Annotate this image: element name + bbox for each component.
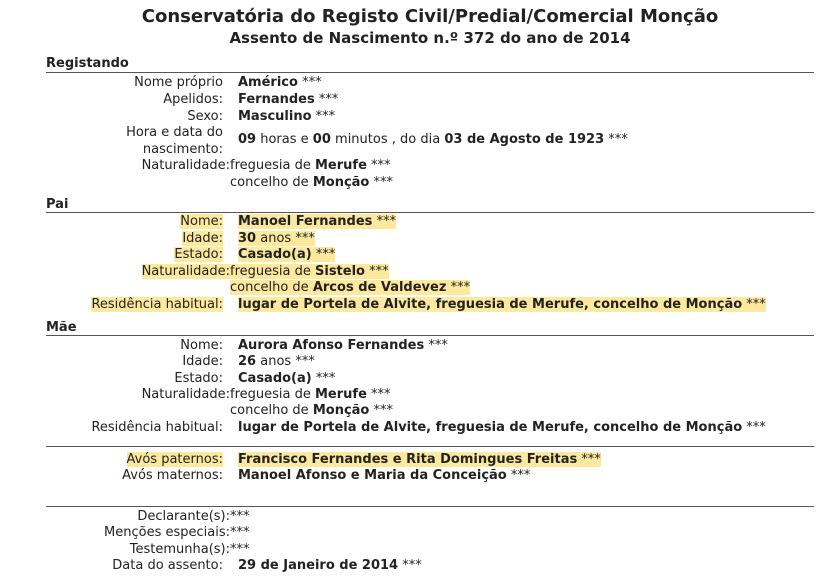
value-pai-concelho: concelho de Arcos de Valdevez *** — [230, 280, 471, 295]
value-nome-proprio: Américo *** — [238, 75, 322, 90]
label-mae-estado: Estado: — [174, 371, 223, 386]
value-mae-residencia: lugar de Portela de Alvite, freguesia de Merufe, concelho de Monção *** — [238, 420, 766, 435]
value-mae-concelho: concelho de Monção *** — [230, 403, 394, 418]
record-year: 2014 — [588, 29, 631, 47]
value-mae-idade: 26 anos *** — [238, 354, 315, 369]
label-pai-estado: Estado: — [174, 247, 223, 262]
label-pai-idade: Idade: — [182, 231, 223, 246]
value-declarante: *** — [230, 509, 250, 524]
value-mencoes: *** — [230, 525, 250, 540]
value-apelidos: Fernandes *** — [238, 92, 339, 107]
label-declarante: Declarante(s): — [137, 509, 230, 524]
section-mae-title: Mãe — [46, 320, 77, 335]
label-naturalidade: Naturalidade: — [141, 158, 230, 173]
value-hora-data: 09 horas e 00 minutos , do dia 03 de Agosto de 1923 *** — [238, 132, 628, 147]
value-mae-estado: Casado(a) *** — [238, 371, 336, 386]
subtitle-prefix: Assento de Nascimento n.º — [229, 29, 459, 47]
value-data-assento: 29 de Janeiro de 2014 *** — [238, 558, 422, 573]
section-divider — [46, 446, 814, 447]
label-mae-naturalidade: Naturalidade: — [141, 387, 230, 402]
section-divider — [46, 72, 814, 73]
label-mae-idade: Idade: — [182, 354, 223, 369]
section-registando-title: Registando — [46, 56, 129, 71]
label-pai-naturalidade: Naturalidade: — [141, 264, 230, 279]
section-divider — [46, 335, 814, 336]
value-pai-nome: Manoel Fernandes *** — [238, 214, 397, 229]
section-divider — [46, 506, 814, 507]
value-freguesia: freguesia de Merufe *** — [230, 158, 391, 173]
label-pai-nome: Nome: — [180, 214, 223, 229]
value-testemunha: *** — [230, 542, 250, 557]
label-avos-paternos: Avós paternos: — [126, 452, 223, 467]
record-number: 372 — [463, 29, 495, 47]
label-data-assento: Data do assento: — [112, 558, 223, 573]
value-pai-estado: Casado(a) *** — [238, 247, 336, 262]
value-sexo: Masculino *** — [238, 109, 336, 124]
section-pai-title: Pai — [46, 197, 69, 212]
label-hora-data-2: nascimento: — [142, 142, 223, 157]
value-concelho: concelho de Monção *** — [230, 175, 394, 190]
label-mae-residencia: Residência habitual: — [91, 420, 223, 435]
label-sexo: Sexo: — [187, 109, 223, 124]
document-title: Conservatória do Registo Civil/Predial/Comercial Monção — [141, 6, 719, 27]
value-pai-residencia: lugar de Portela de Alvite, freguesia de Merufe, concelho de Monção *** — [238, 297, 766, 312]
value-avos-maternos: Manoel Afonso e Maria da Conceição *** — [238, 468, 531, 483]
section-divider — [46, 212, 814, 213]
label-mae-nome: Nome: — [180, 338, 223, 353]
label-avos-maternos: Avós maternos: — [122, 468, 223, 483]
subtitle-mid: do ano de — [500, 29, 584, 47]
value-mae-nome: Aurora Afonso Fernandes *** — [238, 338, 448, 353]
label-hora-data-1: Hora e data do — [126, 125, 223, 140]
label-testemunha: Testemunha(s): — [129, 542, 230, 557]
value-avos-paternos: Francisco Fernandes e Rita Domingues Freitas *** — [238, 452, 601, 467]
value-pai-idade: 30 anos *** — [238, 231, 315, 246]
label-mencoes: Menções especiais: — [104, 525, 230, 540]
value-mae-freguesia: freguesia de Merufe *** — [230, 387, 391, 402]
value-pai-freguesia: freguesia de Sistelo *** — [230, 264, 389, 279]
document-subtitle — [0, 28, 820, 48]
label-apelidos: Apelidos: — [163, 92, 223, 107]
label-pai-residencia: Residência habitual: — [91, 297, 223, 312]
label-nome-proprio: Nome próprio — [134, 75, 223, 90]
